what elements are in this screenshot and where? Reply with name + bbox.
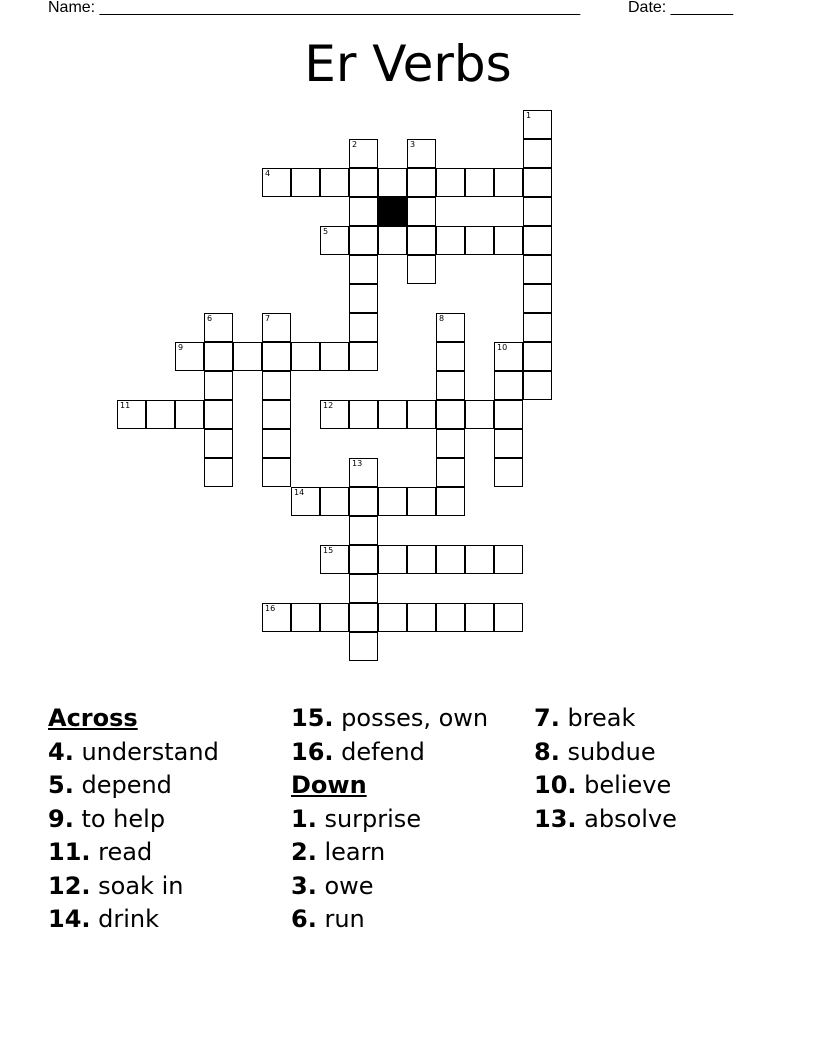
grid-cell[interactable] [523, 371, 552, 400]
clue-item [48, 903, 219, 937]
grid-cell[interactable] [320, 226, 349, 255]
clue-item-text: surprise [316, 804, 422, 833]
grid-cell[interactable] [262, 458, 291, 487]
grid-cell[interactable] [378, 226, 407, 255]
clue-item-number: 5. [48, 771, 74, 799]
clue-item-text: defend [333, 737, 425, 766]
clue-column-1 [48, 702, 219, 937]
grid-cell[interactable] [320, 603, 349, 632]
grid-cell[interactable] [262, 429, 291, 458]
grid-cell[interactable] [407, 168, 436, 197]
clue-item-text: read [90, 838, 153, 866]
clue-item-text: break [559, 704, 636, 732]
clue-item [48, 803, 219, 837]
grid-cell[interactable] [436, 313, 465, 342]
clue-item-number: 11. [48, 838, 91, 866]
clue-item [291, 702, 488, 736]
clue-item [291, 803, 488, 837]
clue-item [291, 736, 488, 770]
grid-cell[interactable] [204, 429, 233, 458]
clue-number: 8 [439, 314, 445, 323]
grid-cell[interactable] [349, 197, 378, 226]
grid-cell[interactable] [523, 313, 552, 342]
grid-cell[interactable] [407, 400, 436, 429]
clue-number: 12 [323, 401, 334, 410]
clue-item-text: soak in [90, 871, 184, 900]
grid-cell[interactable] [378, 603, 407, 632]
clue-item [291, 870, 488, 904]
grid-cell[interactable] [378, 487, 407, 516]
grid-cell[interactable] [175, 400, 204, 429]
grid-cell[interactable] [349, 487, 378, 516]
grid-cell[interactable] [494, 371, 523, 400]
clue-number: 6 [207, 314, 213, 323]
grid-cell[interactable] [523, 168, 552, 197]
grid-cell[interactable] [465, 545, 494, 574]
clue-number: 15 [323, 546, 334, 555]
grid-cell[interactable] [407, 603, 436, 632]
grid-cell[interactable] [523, 197, 552, 226]
grid-cell[interactable] [320, 342, 349, 371]
clue-number: 4 [265, 169, 271, 178]
grid-cell[interactable] [204, 371, 233, 400]
grid-cell[interactable] [407, 139, 436, 168]
grid-cell[interactable] [436, 458, 465, 487]
grid-cell[interactable] [436, 168, 465, 197]
clue-number: 1 [526, 111, 532, 120]
clue-item [534, 803, 677, 837]
grid-cell[interactable] [523, 139, 552, 168]
grid-cell[interactable] [407, 255, 436, 284]
clue-item [48, 736, 219, 770]
clue-item [291, 836, 488, 870]
grid-cell[interactable] [320, 400, 349, 429]
grid-cell[interactable] [262, 400, 291, 429]
clue-number: 7 [265, 314, 271, 323]
grid-cell[interactable] [349, 342, 378, 371]
clue-item [534, 736, 677, 770]
grid-cell[interactable] [465, 226, 494, 255]
grid-cell[interactable] [262, 313, 291, 342]
grid-cell[interactable] [436, 226, 465, 255]
clue-section-heading: Across [48, 704, 138, 732]
grid-cell[interactable] [494, 603, 523, 632]
grid-cell[interactable] [523, 226, 552, 255]
grid-cell[interactable] [494, 458, 523, 487]
grid-cell[interactable] [291, 342, 320, 371]
grid-cell[interactable] [204, 458, 233, 487]
clue-column-3 [534, 702, 677, 836]
grid-cell[interactable] [349, 545, 378, 574]
grid-cell[interactable] [117, 400, 146, 429]
grid-cell[interactable] [436, 545, 465, 574]
clue-number: 11 [120, 401, 131, 410]
grid-cell[interactable] [146, 400, 175, 429]
grid-cell[interactable] [436, 342, 465, 371]
clue-number: 3 [410, 140, 416, 149]
black-cell [378, 197, 407, 226]
clue-item-text: depend [73, 771, 172, 799]
clue-item-text: understand [73, 737, 219, 766]
grid-cell[interactable] [494, 545, 523, 574]
grid-cell[interactable] [349, 603, 378, 632]
clue-item-number: 12. [48, 871, 91, 900]
grid-cell[interactable] [494, 168, 523, 197]
page-title: Er Verbs [304, 35, 512, 93]
clue-item-text: posses, own [333, 704, 489, 732]
grid-cell[interactable] [291, 603, 320, 632]
clue-item-text: owe [316, 871, 374, 900]
grid-cell[interactable] [262, 603, 291, 632]
grid-cell[interactable] [291, 487, 320, 516]
grid-cell[interactable] [349, 313, 378, 342]
clue-item-number: 2. [291, 838, 317, 866]
grid-cell[interactable] [378, 400, 407, 429]
clue-item-number: 16. [291, 737, 334, 766]
grid-cell[interactable] [523, 255, 552, 284]
grid-cell[interactable] [378, 545, 407, 574]
grid-cell[interactable] [262, 371, 291, 400]
grid-cell[interactable] [349, 458, 378, 487]
clue-number: 13 [352, 459, 363, 468]
clue-column-2 [291, 702, 488, 937]
clue-item [48, 870, 219, 904]
clue-number: 10 [497, 343, 508, 352]
clue-number: 16 [265, 604, 276, 613]
grid-cell[interactable] [523, 284, 552, 313]
grid-cell[interactable] [291, 168, 320, 197]
grid-cell[interactable] [320, 487, 349, 516]
grid-cell[interactable] [407, 545, 436, 574]
grid-cell[interactable] [436, 429, 465, 458]
clue-item-number: 13. [534, 804, 577, 833]
grid-cell[interactable] [320, 168, 349, 197]
clue-item [48, 836, 219, 870]
grid-cell[interactable] [262, 342, 291, 371]
grid-cell[interactable] [175, 342, 204, 371]
grid-cell[interactable] [494, 429, 523, 458]
clue-item-text: run [316, 905, 365, 933]
clue-number: 5 [323, 227, 329, 236]
grid-cell[interactable] [436, 371, 465, 400]
clue-item [534, 769, 677, 803]
grid-cell[interactable] [204, 342, 233, 371]
grid-cell[interactable] [465, 168, 494, 197]
clue-item-text: absolve [576, 804, 677, 833]
grid-cell[interactable] [233, 342, 262, 371]
clue-item-number: 14. [48, 905, 91, 933]
clue-item-number: 15. [291, 704, 334, 732]
grid-cell[interactable] [349, 168, 378, 197]
clue-item-text: drink [90, 905, 160, 933]
grid-cell[interactable] [523, 110, 552, 139]
clue-item-number: 4. [48, 737, 74, 766]
date-field-label[interactable]: Date: _______ [628, 0, 733, 16]
grid-cell[interactable] [204, 400, 233, 429]
grid-cell[interactable] [465, 400, 494, 429]
grid-cell[interactable] [494, 226, 523, 255]
grid-cell[interactable] [262, 168, 291, 197]
grid-cell[interactable] [436, 603, 465, 632]
clue-item-text: believe [576, 771, 672, 799]
clue-section-heading: Down [291, 771, 367, 799]
clue-item-number: 7. [534, 704, 560, 732]
grid-cell[interactable] [407, 226, 436, 255]
grid-cell[interactable] [465, 603, 494, 632]
grid-cell[interactable] [349, 632, 378, 661]
clue-item-text: to help [73, 804, 166, 833]
clue-item [291, 903, 488, 937]
name-field-label[interactable]: Name: ______________________________________________________ [48, 0, 581, 16]
clue-item-text: learn [316, 838, 386, 866]
grid-cell[interactable] [378, 168, 407, 197]
grid-cell[interactable] [494, 342, 523, 371]
grid-cell[interactable] [349, 574, 378, 603]
grid-cell[interactable] [204, 313, 233, 342]
grid-cell[interactable] [523, 342, 552, 371]
clue-number: 2 [352, 140, 358, 149]
grid-cell[interactable] [349, 255, 378, 284]
grid-cell[interactable] [349, 226, 378, 255]
grid-cell[interactable] [349, 400, 378, 429]
grid-cell[interactable] [349, 139, 378, 168]
clue-item-number: 8. [534, 737, 560, 766]
grid-cell[interactable] [436, 400, 465, 429]
clue-item [48, 769, 219, 803]
clue-item-number: 1. [291, 804, 317, 833]
clue-item-number: 10. [534, 771, 577, 799]
clue-number: 9 [178, 343, 184, 352]
clue-item-text: subdue [559, 737, 656, 766]
grid-cell[interactable] [320, 545, 349, 574]
grid-cell[interactable] [407, 487, 436, 516]
clue-item-number: 9. [48, 804, 74, 833]
clue-item-number: 6. [291, 905, 317, 933]
grid-cell[interactable] [436, 487, 465, 516]
grid-cell[interactable] [494, 400, 523, 429]
clue-item [534, 702, 677, 736]
grid-cell[interactable] [407, 197, 436, 226]
grid-cell[interactable] [349, 284, 378, 313]
clue-item-number: 3. [291, 871, 317, 900]
grid-cell[interactable] [349, 516, 378, 545]
clue-number: 14 [294, 488, 305, 497]
